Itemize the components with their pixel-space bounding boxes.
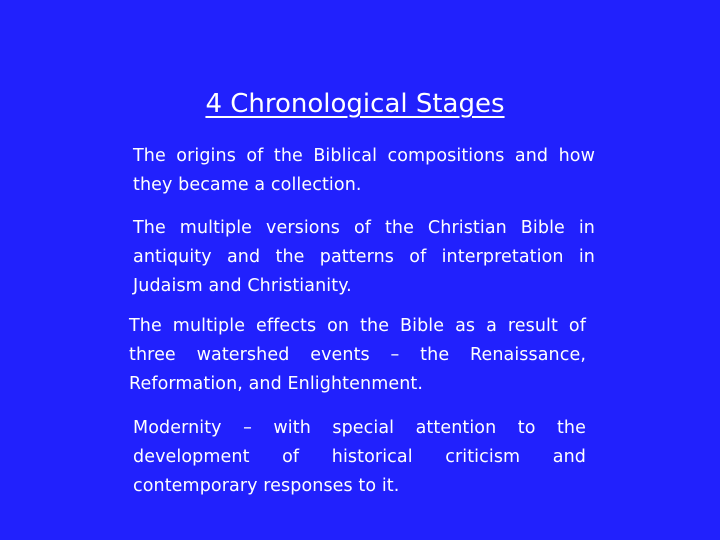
stage-4-paragraph: Modernity – with special attention to the development of historical criticism and contemporary responses to it. (133, 418, 586, 496)
stage-1-paragraph: The origins of the Biblical compositions and how they became a collection. (133, 146, 595, 195)
slide-title: 4 Chronological Stages (205, 89, 505, 119)
stage-3-paragraph: The multiple effects on the Bible as a result of three watershed events – the Renaissance, Reformation, and Enlightenment. (129, 316, 586, 394)
stage-2-paragraph: The multiple versions of the Christian Bible in antiquity and the patterns of interpretation in Judaism and Christianity. (133, 218, 595, 296)
